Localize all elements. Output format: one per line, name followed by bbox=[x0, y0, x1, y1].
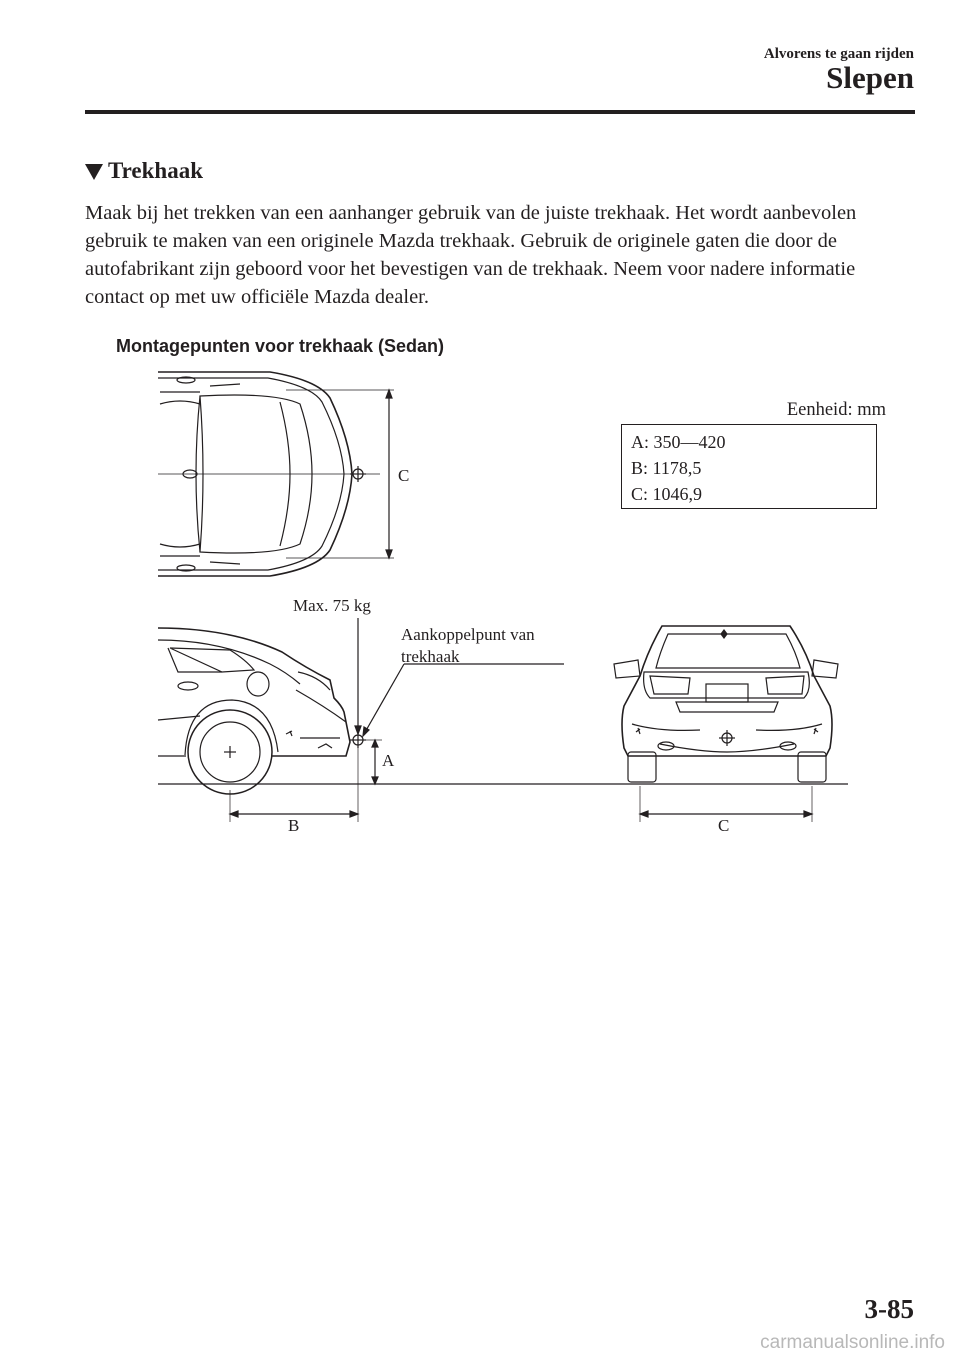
label-hitch-point-1: Aankoppelpunt van bbox=[401, 625, 535, 644]
label-max-load: Max. 75 kg bbox=[293, 596, 371, 615]
chapter-title: Alvorens te gaan rijden bbox=[763, 46, 914, 62]
hitch-point-leader bbox=[363, 664, 564, 736]
watermark[interactable]: carmanualsonline.info bbox=[760, 1332, 945, 1353]
figure-caption: Montagepunten voor trekhaak (Sedan) bbox=[116, 336, 445, 356]
page-number: 3-85 bbox=[864, 1294, 914, 1324]
dimension-b bbox=[230, 748, 358, 822]
car-side-view bbox=[158, 628, 366, 794]
body-paragraph: Maak bij het trekken van een aanhanger gebruik van de juiste trekhaak. Het wordt aanbevolen gebruik te maken van een originele Mazda trekhaak. Gebruik de originele gaten die door de autofabrikant zijn geboord voor het bevestigen van de trekhaak. Neem voor nadere informatie contact op met uw officiële Mazda dealer. bbox=[85, 202, 857, 308]
spec-c: C: 1046,9 bbox=[631, 484, 703, 504]
subsection-heading-text: Trekhaak bbox=[108, 158, 204, 183]
max-load-arrow bbox=[355, 618, 361, 734]
unit-label: Eenheid: mm bbox=[786, 400, 886, 420]
label-c-rear: C bbox=[718, 816, 730, 835]
label-c-top: C bbox=[398, 466, 410, 485]
spec-a: A: 350—420 bbox=[631, 432, 726, 452]
label-a: A bbox=[382, 751, 395, 770]
spec-b: B: 1178,5 bbox=[631, 458, 702, 478]
section-title: Slepen bbox=[826, 60, 914, 95]
dimension-a bbox=[366, 740, 382, 784]
car-rear-view bbox=[614, 626, 838, 782]
car-top-view bbox=[158, 372, 380, 576]
label-hitch-point-2: trekhaak bbox=[401, 647, 460, 666]
label-b: B bbox=[288, 816, 300, 835]
